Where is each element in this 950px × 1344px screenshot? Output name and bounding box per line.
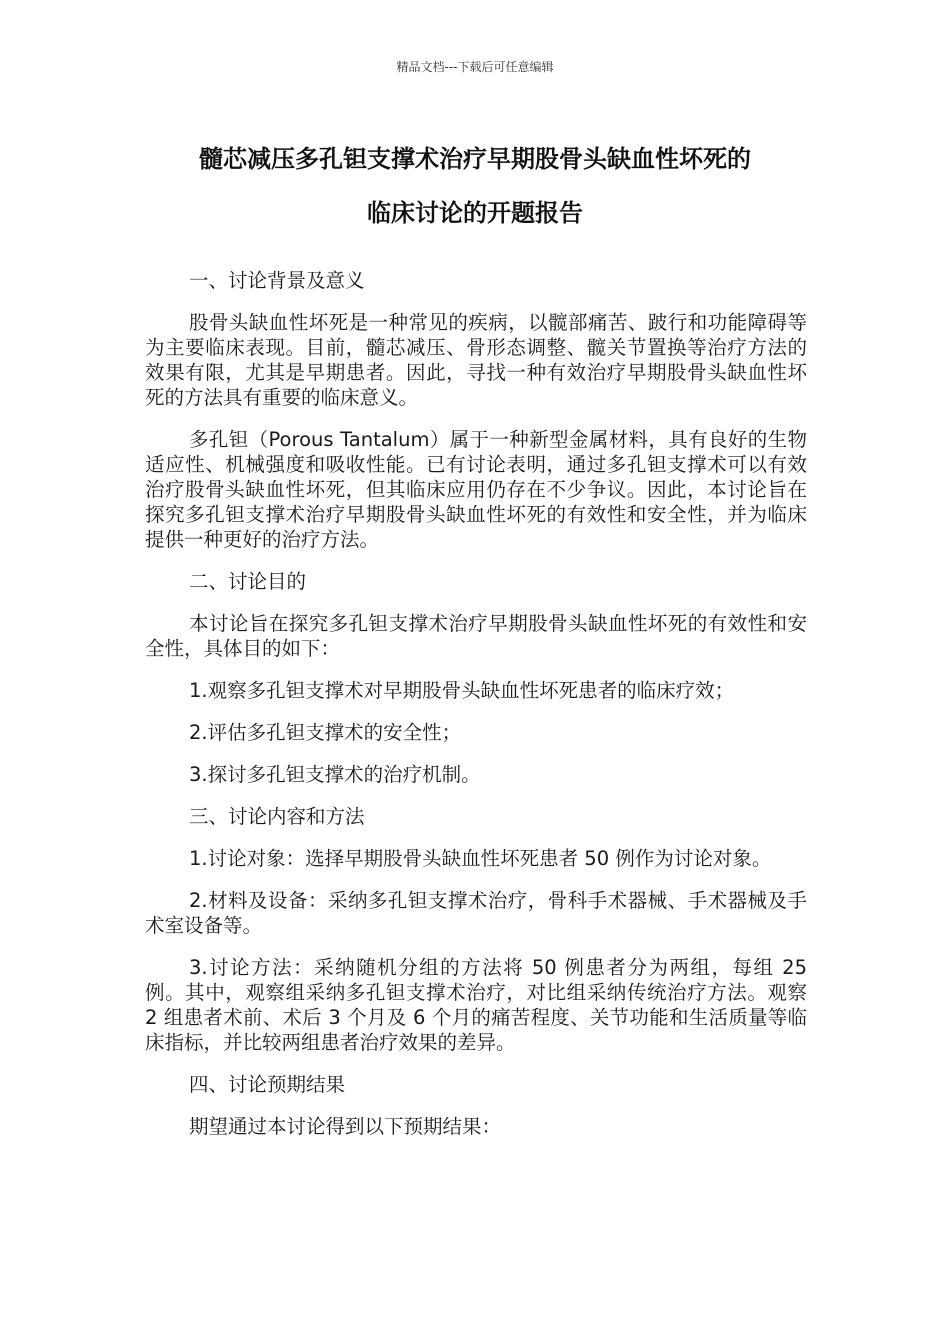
title-line-2: 临床讨论的开题报告 xyxy=(367,199,583,227)
section-heading-methods: 三、讨论内容和方法 xyxy=(189,805,365,828)
list-item-purpose-2: 2.评估多孔钽支撑术的安全性； xyxy=(189,721,462,744)
section-heading-expected-results: 四、讨论预期结果 xyxy=(189,1073,346,1096)
paragraph-background-2: 多孔钽（Porous Tantalum）属于一种新型金属材料，具有良好的生物适应性、机械强度和吸收性能。已有讨论表明，通过多孔钽支撑术可以有效治疗股骨头缺血性坏死，但其临床应用仍存在不少争议。因此，本讨论旨在探究多孔钽支撑术治疗早期股骨头缺血性坏死的有效性和安全性，并为临床提供一种更好的治疗方法。 xyxy=(145,428,807,551)
paragraph-background-1: 股骨头缺血性坏死是一种常见的疾病，以髋部痛苦、跛行和功能障碍等为主要临床表现。目前，髓芯减压、骨形态调整、髋关节置换等治疗方法的效果有限，尤其是早期患者。因此，寻找一种有效治疗早期股骨头缺血性坏死的方法具有重要的临床意义。 xyxy=(145,311,807,409)
list-item-purpose-3: 3.探讨多孔钽支撑术的治疗机制。 xyxy=(189,763,481,786)
paragraph-expected-results: 期望通过本讨论得到以下预期结果： xyxy=(189,1115,502,1138)
list-item-purpose-1: 1.观察多孔钽支撑术对早期股骨头缺血性坏死患者的临床疗效； xyxy=(189,679,735,702)
list-item-methods-2: 2.材料及设备：采纳多孔钽支撑术治疗，骨科手术器械、手术器械及手术室设备等。 xyxy=(145,889,807,937)
document-title xyxy=(140,132,810,240)
section-heading-background: 一、讨论背景及意义 xyxy=(189,269,365,292)
header-note: 精品文档---下载后可任意编辑 xyxy=(396,60,554,74)
title-line-1: 髓芯减压多孔钽支撑术治疗早期股骨头缺血性坏死的 xyxy=(199,145,751,173)
paragraph-purpose-intro: 本讨论旨在探究多孔钽支撑术治疗早期股骨头缺血性坏死的有效性和安全性，具体目的如下： xyxy=(145,612,807,660)
list-item-methods-1: 1.讨论对象：选择早期股骨头缺血性坏死患者 50 例作为讨论对象。 xyxy=(189,847,772,870)
document-body xyxy=(145,268,807,1156)
section-heading-purpose: 二、讨论目的 xyxy=(189,570,307,593)
list-item-methods-3: 3.讨论方法：采纳随机分组的方法将 50 例患者分为两组，每组 25 例。其中，观察组采纳多孔钽支撑术治疗，对比组采纳传统治疗方法。观察 2 组患者术前、术后 3 个月及 6 个月的痛苦程度、关节功能和生活质量等临床指标，并比较两组患者治疗效果的差异。 xyxy=(145,956,807,1054)
